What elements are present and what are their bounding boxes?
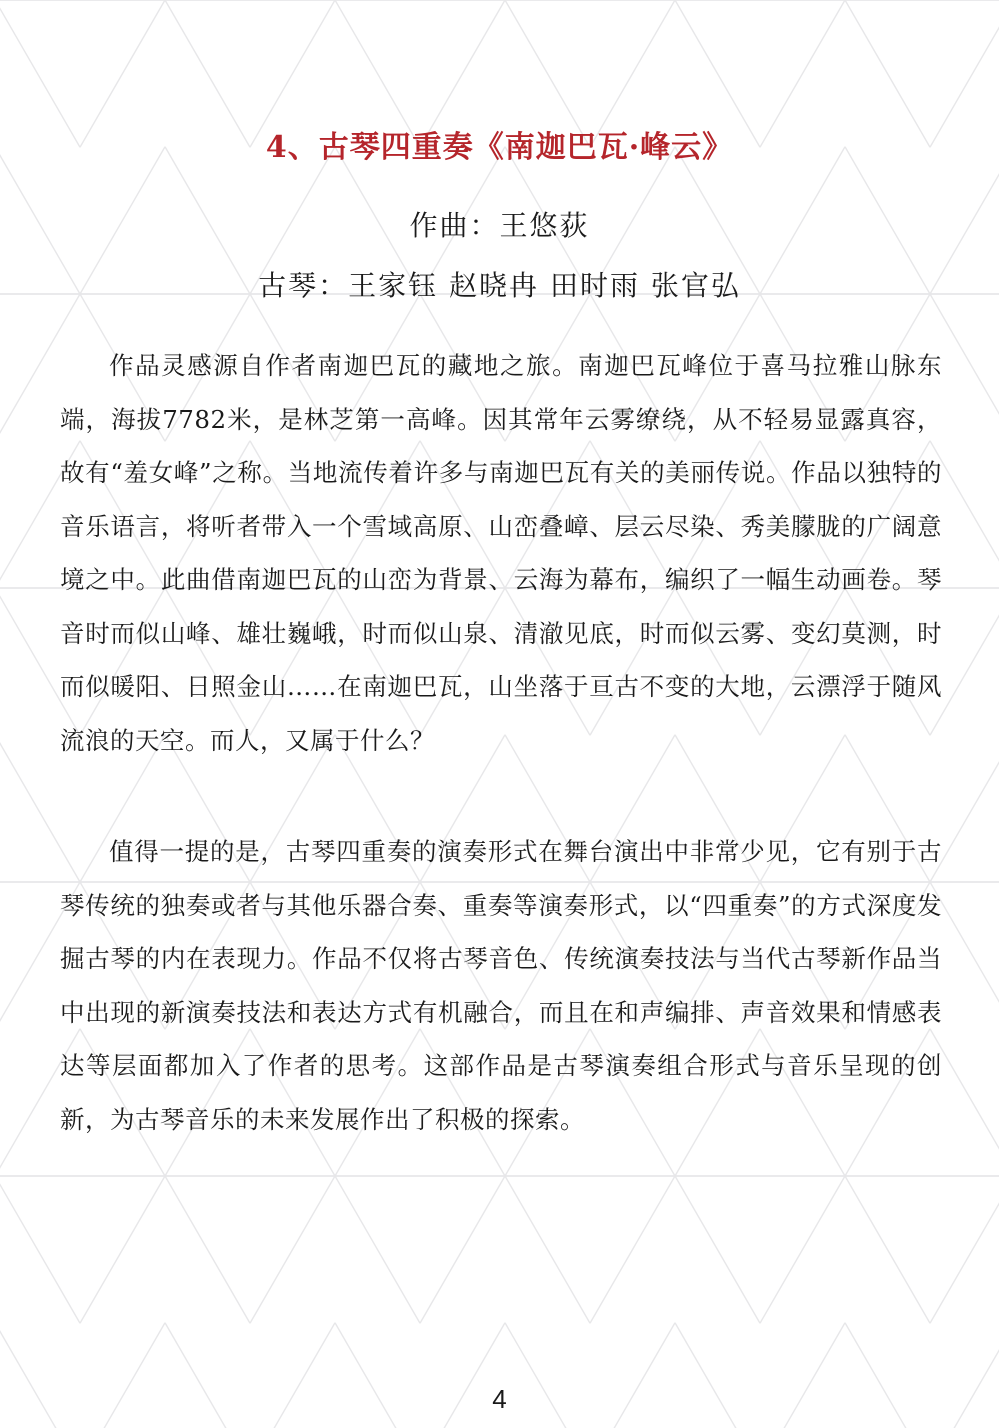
- composer-line: 作曲：王悠荻: [409, 209, 590, 242]
- paragraph-significance: 值得一提的是，古琴四重奏的演奏形式在舞台演出中非常少见，它有别于古琴传统的独奏或者与其他乐器合奏、重奏等演奏形式，以“四重奏”的方式深度发掘古琴的内在表现力。作品不仅将古琴音色、传统演奏技法与当代古琴新作品当中出现的新演奏技法和表达方式有机融合，而且在和声编排、声音效果和情感表达等层面都加入了作者的思考。这部作品是古琴演奏组合形式与音乐呈现的创新，为古琴音乐的未来发展作出了积极的探索。: [60, 837, 942, 1134]
- piece-title: 4、古琴四重奏《南迦巴瓦·峰云》: [265, 130, 734, 165]
- page-number: 4: [492, 1384, 507, 1414]
- performers-line: 古琴：王家钰 赵晓冉 田时雨 张官弘: [258, 269, 741, 302]
- paragraph-inspiration: 作品灵感源自作者南迦巴瓦的藏地之旅。南迦巴瓦峰位于喜马拉雅山脉东端，海拔7782米，是林芝第一高峰。因其常年云雾缭绕，从不轻易显露真容，故有“羞女峰”之称。当地流传着许多与南迦巴瓦有关的美丽传说。作品以独特的音乐语言，将听者带入一个雪域高原、山峦叠嶂、层云尽染、秀美朦胧的广阔意境之中。此曲借南迦巴瓦的山峦为背景、云海为幕布，编织了一幅生动画卷。琴音时而似山峰、雄壮巍峨，时而似山泉、清澈见底，时而似云雾、变幻莫测，时而似暖阳、日照金山……在南迦巴瓦，山坐落于亘古不变的大地，云漂浮于随风流浪的天空。而人，又属于什么？: [60, 351, 942, 755]
